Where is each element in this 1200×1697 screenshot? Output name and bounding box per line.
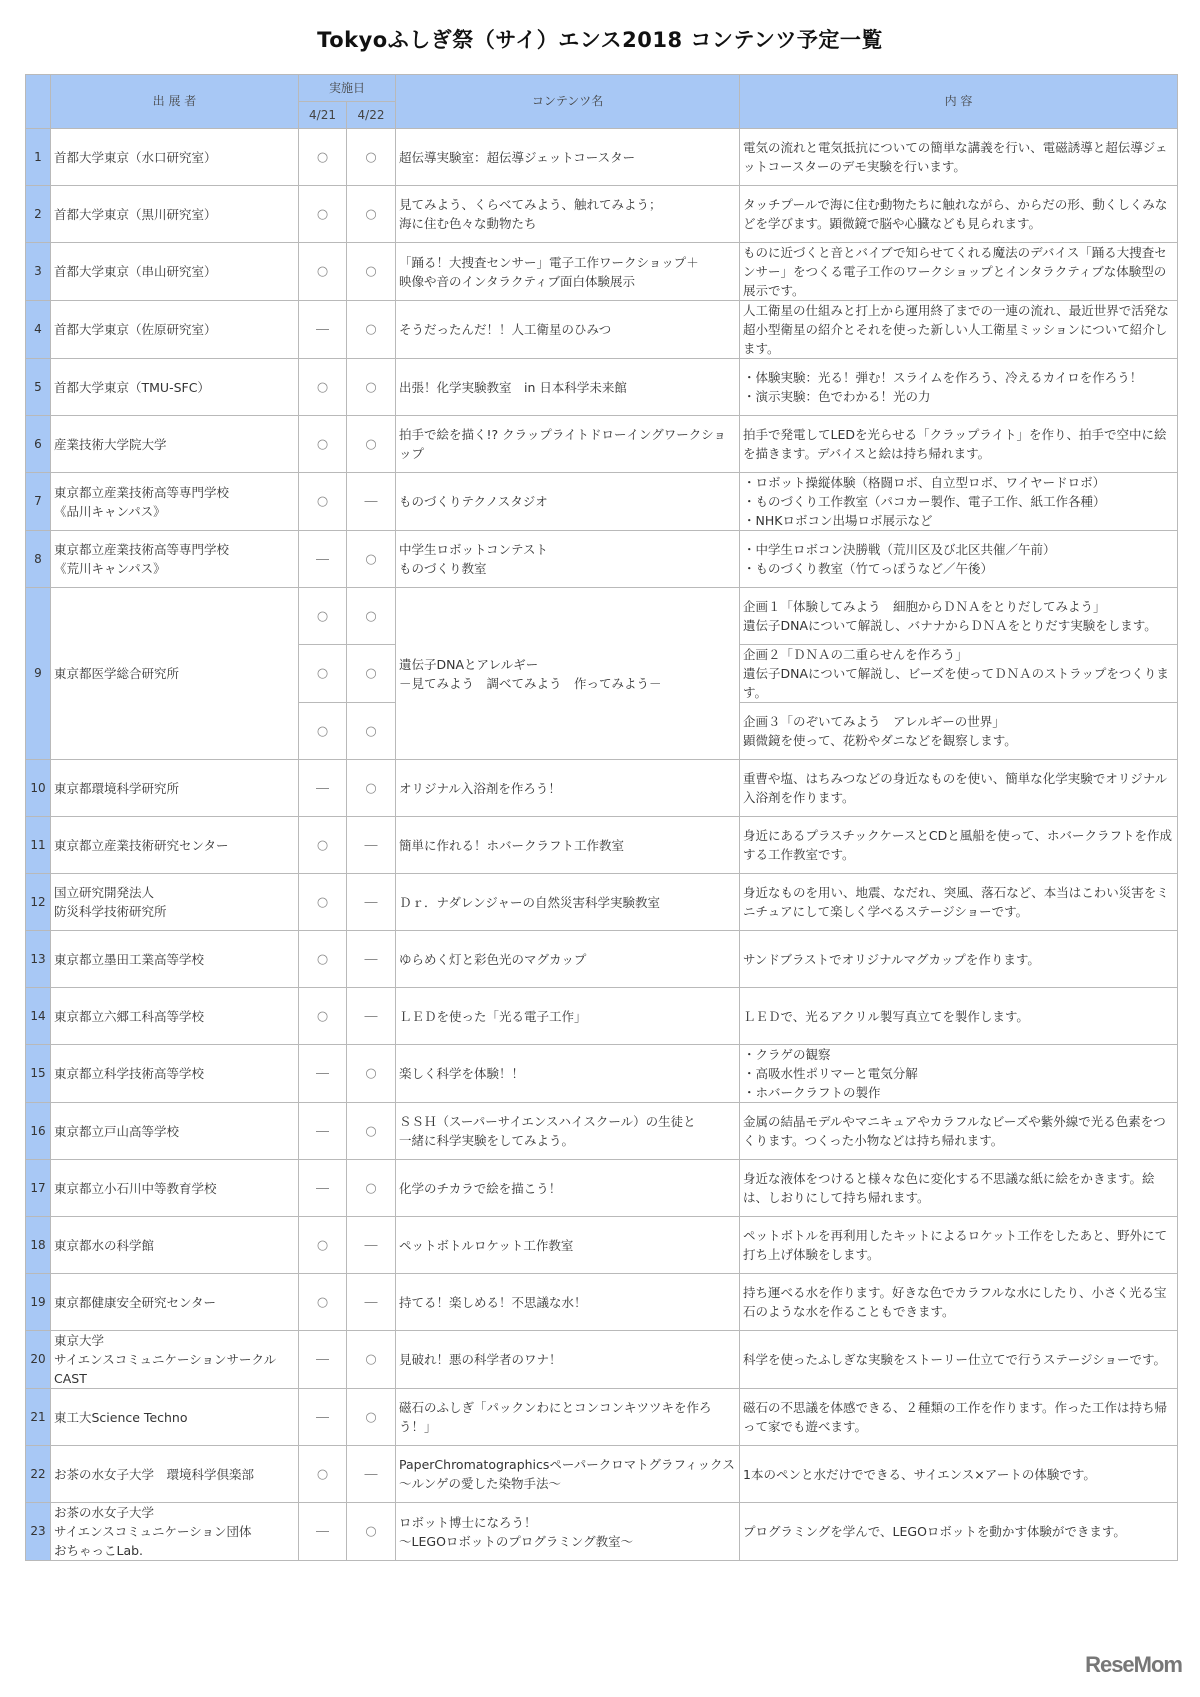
day1-mark: ○ (299, 874, 347, 931)
row-number: 5 (26, 359, 51, 416)
table-row (26, 988, 1178, 1045)
content-name-cell: ゆらめく灯と彩色光のマグカップ (396, 931, 740, 988)
row-number: 16 (26, 1103, 51, 1160)
exhibitor-cell: 東京都立墨田工業高等学校 (51, 931, 299, 988)
description-cell: 金属の結晶モデルやマニキュアやカラフルなビーズや紫外線で光る色素をつくります。つくった小物などは持ち帰れます。 (740, 1103, 1178, 1160)
content-name-cell: 出張！化学実験教室 in 日本科学未来館 (396, 359, 740, 416)
exhibitor-cell: 東京都健康安全研究センター (51, 1274, 299, 1331)
row-number: 8 (26, 531, 51, 588)
content-name-cell: 見てみよう、くらべてみよう、触れてみよう； 海に住む色々な動物たち (396, 186, 740, 243)
day2-mark: ○ (347, 243, 396, 301)
day2-mark: ― (347, 1446, 396, 1503)
table-row (26, 1331, 1178, 1389)
day2-mark: ― (347, 473, 396, 531)
exhibitor-cell: 東京都環境科学研究所 (51, 760, 299, 817)
description-cell: 企画３「のぞいてみよう アレルギーの世界」 顕微鏡を使って、花粉やダニなどを観察します。 (740, 703, 1178, 760)
day2-mark: ― (347, 931, 396, 988)
description-cell: 身近なものを用い、地震、なだれ、突風、落石など、本当はこわい災害をミニチュアにして楽しく学べるステージショーです。 (740, 874, 1178, 931)
exhibitor-cell: 首都大学東京（串山研究室） (51, 243, 299, 301)
row-number: 13 (26, 931, 51, 988)
description-cell: 1本のペンと水だけでできる、サイエンス×アートの体験です。 (740, 1446, 1178, 1503)
row-number: 12 (26, 874, 51, 931)
content-name-cell: PaperChromatographicsペーパークロマトグラフィックス ～ルンゲの愛した染物手法～ (396, 1446, 740, 1503)
table-row (26, 243, 1178, 301)
content-name-cell: 楽しく科学を体験！！ (396, 1045, 740, 1103)
exhibitor-cell: 東京都立産業技術高等専門学校 《荒川キャンパス》 (51, 531, 299, 588)
table-row (26, 1389, 1178, 1446)
description-cell: プログラミングを学んで、LEGOロボットを動かす体験ができます。 (740, 1503, 1178, 1561)
table-row (26, 1274, 1178, 1331)
table-row (26, 1045, 1178, 1103)
content-name-cell: そうだったんだ！！人工衛星のひみつ (396, 301, 740, 359)
row-number: 1 (26, 129, 51, 186)
table-row (26, 1503, 1178, 1561)
content-name-cell: オリジナル入浴剤を作ろう！ (396, 760, 740, 817)
content-name-cell: ＳＳＨ（スーパーサイエンスハイスクール）の生徒と 一緒に科学実験をしてみよう。 (396, 1103, 740, 1160)
day2-mark: ○ (347, 645, 396, 703)
content-name-cell: 持てる！楽しめる！不思議な水！ (396, 1274, 740, 1331)
table-row (26, 817, 1178, 874)
description-cell: 拍手で発電してLEDを光らせる「クラップライト」を作り、拍手で空中に絵を描きます。デバイスと絵は持ち帰れます。 (740, 416, 1178, 473)
description-cell: ものに近づくと音とバイブで知らせてくれる魔法のデバイス「踊る大捜査センサー」をつくる電子工作のワークショップとインタラクティブな体験型の展示です。 (740, 243, 1178, 301)
day1-mark: ― (299, 1160, 347, 1217)
row-number: 23 (26, 1503, 51, 1561)
day2-mark: ○ (347, 1331, 396, 1389)
content-name-cell: 見破れ！悪の科学者のワナ！ (396, 1331, 740, 1389)
row-number: 19 (26, 1274, 51, 1331)
row-number: 2 (26, 186, 51, 243)
exhibitor-cell: お茶の水女子大学 サイエンスコミュニケーション団体 おちゃっこLab. (51, 1503, 299, 1561)
row-number: 18 (26, 1217, 51, 1274)
day1-mark: ○ (299, 416, 347, 473)
day2-mark: ○ (347, 1160, 396, 1217)
day2-mark: ○ (347, 1389, 396, 1446)
day1-mark: ○ (299, 359, 347, 416)
description-cell: 電気の流れと電気抵抗についての簡単な講義を行い、電磁誘導と超伝導ジェットコースターのデモ実験を行います。 (740, 129, 1178, 186)
day1-mark: ― (299, 760, 347, 817)
day1-mark: ― (299, 531, 347, 588)
header-number (26, 75, 51, 129)
exhibitor-cell: 東工大Science Techno (51, 1389, 299, 1446)
table-row (26, 1103, 1178, 1160)
content-name-cell: 超伝導実験室：超伝導ジェットコースター (396, 129, 740, 186)
description-cell: ＬＥＤで、光るアクリル製写真立てを製作します。 (740, 988, 1178, 1045)
day1-mark: ○ (299, 817, 347, 874)
table-row (26, 1217, 1178, 1274)
day1-mark: ○ (299, 1274, 347, 1331)
description-cell: 人工衛星の仕組みと打上から運用終了までの一連の流れ、最近世界で活発な超小型衛星の紹介とそれを使った新しい人工衛星ミッションについて紹介します。 (740, 301, 1178, 359)
table-row (26, 531, 1178, 588)
row-number: 11 (26, 817, 51, 874)
row-number: 15 (26, 1045, 51, 1103)
day2-mark: ○ (347, 588, 396, 645)
day2-mark: ○ (347, 531, 396, 588)
day2-mark: ○ (347, 1045, 396, 1103)
day1-mark: ○ (299, 1217, 347, 1274)
exhibitor-cell: 東京都立六郷工科高等学校 (51, 988, 299, 1045)
page-title: Tokyoふしぎ祭（サイ）エンス2018 コンテンツ予定一覧 (317, 28, 883, 52)
content-name-cell: ものづくりテクノスタジオ (396, 473, 740, 531)
description-cell: 身近な液体をつけると様々な色に変化する不思議な紙に絵をかきます。絵は、しおりにして持ち帰れます。 (740, 1160, 1178, 1217)
table-row (26, 473, 1178, 531)
day2-mark: ― (347, 817, 396, 874)
description-cell: 科学を使ったふしぎな実験をストーリー仕立てで行うステージショーです。 (740, 1331, 1178, 1389)
description-cell: ペットボトルを再利用したキットによるロケット工作をしたあと、野外にて打ち上げ体験をします。 (740, 1217, 1178, 1274)
day1-mark: ○ (299, 931, 347, 988)
day2-mark: ○ (347, 703, 396, 760)
description-cell: ・中学生ロボコン決勝戦（荒川区及び北区共催／午前） ・ものづくり教室（竹てっぽうなど／午後） (740, 531, 1178, 588)
description-cell: 持ち運べる水を作ります。好きな色でカラフルな水にしたり、小さく光る宝石のような水を作ることもできます。 (740, 1274, 1178, 1331)
content-name-cell: ペットボトルロケット工作教室 (396, 1217, 740, 1274)
table-row (26, 1446, 1178, 1503)
header-dates: 実施日 (299, 75, 396, 102)
header-description: 内 容 (740, 75, 1178, 129)
day2-mark: ― (347, 874, 396, 931)
day1-mark: ― (299, 1389, 347, 1446)
exhibitor-cell: 東京大学 サイエンスコミュニケーションサークルCAST (51, 1331, 299, 1389)
description-cell: ・体験実験：光る！弾む！スライムを作ろう、冷えるカイロを作ろう！ ・演示実験：色でわかる！光の力 (740, 359, 1178, 416)
content-name-cell: 中学生ロボットコンテスト ものづくり教室 (396, 531, 740, 588)
content-name-cell: ＬＥＤを使った「光る電子工作」 (396, 988, 740, 1045)
exhibitor-cell: 東京都立科学技術高等学校 (51, 1045, 299, 1103)
day1-mark: ― (299, 1045, 347, 1103)
description-cell: 身近にあるプラスチックケースとCDと風船を使って、ホバークラフトを作成する工作教室です。 (740, 817, 1178, 874)
exhibitor-cell: 東京都立戸山高等学校 (51, 1103, 299, 1160)
day2-mark: ○ (347, 416, 396, 473)
exhibitor-cell: お茶の水女子大学 環境科学倶楽部 (51, 1446, 299, 1503)
exhibitor-cell: 首都大学東京（水口研究室） (51, 129, 299, 186)
content-name-cell: 化学のチカラで絵を描こう！ (396, 1160, 740, 1217)
contents-schedule-table (25, 74, 1178, 1561)
header-content: コンテンツ名 (396, 75, 740, 129)
row-number: 7 (26, 473, 51, 531)
row-number: 17 (26, 1160, 51, 1217)
table-row (26, 1160, 1178, 1217)
day1-mark: ○ (299, 988, 347, 1045)
day2-mark: ○ (347, 1103, 396, 1160)
day1-mark: ○ (299, 243, 347, 301)
resemom-logo: ReseMom (1085, 1652, 1182, 1677)
table-row (26, 931, 1178, 988)
day2-mark: ○ (347, 1503, 396, 1561)
description-cell: ・ロボット操縦体験（格闘ロボ、自立型ロボ、ワイヤードロボ） ・ものづくり工作教室（パコカー製作、電子工作、紙工作各種） ・NHKロボコン出場ロボ展示など (740, 473, 1178, 531)
exhibitor-cell: 東京都水の科学館 (51, 1217, 299, 1274)
day1-mark: ○ (299, 186, 347, 243)
description-cell: 重曹や塩、はちみつなどの身近なものを使い、簡単な化学実験でオリジナル入浴剤を作ります。 (740, 760, 1178, 817)
day1-mark: ○ (299, 588, 347, 645)
exhibitor-cell: 東京都医学総合研究所 (51, 588, 299, 760)
day1-mark: ― (299, 1331, 347, 1389)
table-row (26, 588, 1178, 645)
day2-mark: ○ (347, 359, 396, 416)
content-name-cell: 磁石のふしぎ「パックンわにとコンコンキツツキを作ろう！」 (396, 1389, 740, 1446)
day2-mark: ○ (347, 186, 396, 243)
row-number: 9 (26, 588, 51, 760)
content-name-cell: Ｄｒ．ナダレンジャーの自然災害科学実験教室 (396, 874, 740, 931)
content-name-cell: 「踊る！大捜査センサー」電子工作ワークショップ＋ 映像や音のインタラクティブ面白体験展示 (396, 243, 740, 301)
day2-mark: ○ (347, 129, 396, 186)
exhibitor-cell: 東京都立小石川中等教育学校 (51, 1160, 299, 1217)
exhibitor-cell: 国立研究開発法人 防災科学技術研究所 (51, 874, 299, 931)
description-cell: 企画１「体験してみよう 細胞からＤＮＡをとりだしてみよう」 遺伝子DNAについて解説し、バナナからＤＮＡをとりだす実験をします。 (740, 588, 1178, 645)
row-number: 6 (26, 416, 51, 473)
row-number: 14 (26, 988, 51, 1045)
day1-mark: ― (299, 301, 347, 359)
day2-mark: ○ (347, 301, 396, 359)
exhibitor-cell: 首都大学東京（黒川研究室） (51, 186, 299, 243)
header-day2: 4/22 (347, 102, 396, 129)
table-row (26, 129, 1178, 186)
exhibitor-cell: 首都大学東京（TMU-SFC） (51, 359, 299, 416)
content-name-cell: 遺伝子DNAとアレルギー －見てみよう 調べてみよう 作ってみよう－ (396, 588, 740, 760)
table-row (26, 186, 1178, 243)
day2-mark: ― (347, 988, 396, 1045)
exhibitor-cell: 産業技術大学院大学 (51, 416, 299, 473)
day1-mark: ○ (299, 1446, 347, 1503)
content-name-cell: ロボット博士になろう！ ～LEGOロボットのプログラミング教室～ (396, 1503, 740, 1561)
table-row (26, 416, 1178, 473)
day1-mark: ○ (299, 703, 347, 760)
description-cell: タッチプールで海に住む動物たちに触れながら、からだの形、動くしくみなどを学びます。顕微鏡で脳や心臓なども見られます。 (740, 186, 1178, 243)
content-name-cell: 拍手で絵を描く!? クラップライトドローイングワークショップ (396, 416, 740, 473)
day1-mark: ○ (299, 473, 347, 531)
content-name-cell: 簡単に作れる！ホバークラフト工作教室 (396, 817, 740, 874)
description-cell: 磁石の不思議を体感できる、２種類の工作を作ります。作った工作は持ち帰って家でも遊べます。 (740, 1389, 1178, 1446)
table-row (26, 301, 1178, 359)
day2-mark: ○ (347, 760, 396, 817)
row-number: 4 (26, 301, 51, 359)
exhibitor-cell: 首都大学東京（佐原研究室） (51, 301, 299, 359)
description-cell: 企画２「ＤＮＡの二重らせんを作ろう」 遺伝子DNAについて解説し、ビーズを使ってＤＮＡのストラップをつくります。 (740, 645, 1178, 703)
table-row (26, 760, 1178, 817)
table-row (26, 874, 1178, 931)
day1-mark: ― (299, 1503, 347, 1561)
row-number: 3 (26, 243, 51, 301)
row-number: 10 (26, 760, 51, 817)
row-number: 20 (26, 1331, 51, 1389)
description-cell: サンドブラストでオリジナルマグカップを作ります。 (740, 931, 1178, 988)
description-cell: ・クラゲの観察 ・高吸水性ポリマーと電気分解 ・ホバークラフトの製作 (740, 1045, 1178, 1103)
day1-mark: ○ (299, 129, 347, 186)
row-number: 22 (26, 1446, 51, 1503)
exhibitor-cell: 東京都立産業技術高等専門学校 《品川キャンパス》 (51, 473, 299, 531)
exhibitor-cell: 東京都立産業技術研究センター (51, 817, 299, 874)
header-exhibitor: 出 展 者 (51, 75, 299, 129)
table-row (26, 359, 1178, 416)
day1-mark: ○ (299, 645, 347, 703)
day2-mark: ― (347, 1217, 396, 1274)
day2-mark: ― (347, 1274, 396, 1331)
header-day1: 4/21 (299, 102, 347, 129)
row-number: 21 (26, 1389, 51, 1446)
day1-mark: ― (299, 1103, 347, 1160)
